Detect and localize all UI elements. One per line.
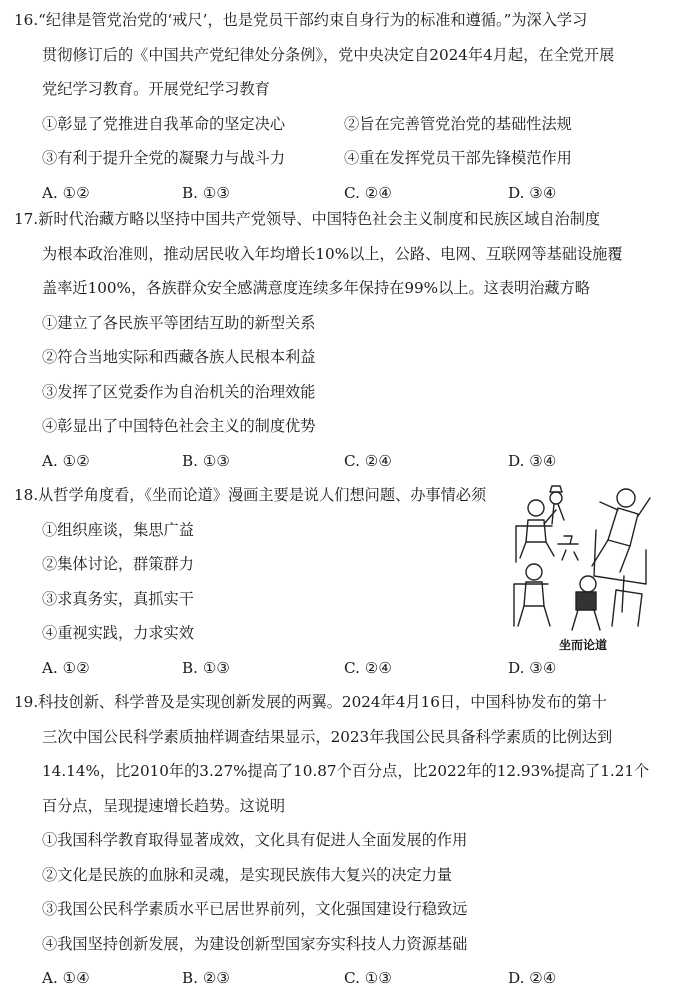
question-stem-line: 14.14%，比2010年的3.27%提高了10.87个百分点，比2022年的12.93%提高了1.21个 [42,762,650,780]
question-17 [14,202,684,478]
question-19 [14,685,684,996]
choice-d: D. ②④ [508,969,557,987]
option-4: ④我国坚持创新发展，为建设创新型国家夯实科技人力资源基础 [42,934,468,953]
question-stem-line: 17.新时代治藏方略以坚持中国共产党领导、中国特色社会主义制度和民族区域自治制度 [14,210,601,228]
question-stem-line: 16.“纪律是管党治党的‘戒尺’，也是党员干部约束自身行为的标准和遵循。”为深入学习 [14,11,588,29]
cartoon-caption: 坐而论道 [558,638,607,652]
choice-c: C. ②④ [344,451,392,470]
option-3: ③发挥了区党委作为自治机关的治理效能 [42,382,316,401]
option-4: ④重视实践，力求实效 [42,624,194,642]
question-16 [14,3,684,210]
question-stem-line: 党纪学习教育。开展党纪学习教育 [42,80,270,98]
option-4: ④彰显出了中国特色社会主义的制度优势 [42,417,316,435]
choice-d: D. ③④ [508,658,557,677]
cartoon-illustration [508,480,658,655]
option-1: ①彰显了党推进自我革命的坚定决心 [42,114,285,133]
option-2: ②集体讨论，群策群力 [42,555,194,573]
choice-d: D. ③④ [508,451,557,470]
option-1: ①建立了各民族平等团结互助的新型关系 [42,313,316,332]
option-2: ②文化是民族的血脉和灵魂，是实现民族伟大复兴的决定力量 [42,865,453,884]
option-3: ③求真务实，真抓实干 [42,589,194,608]
answer-choices [14,651,684,686]
option-row [14,141,684,176]
question-stem-line: 百分点，呈现提速增长趋势。这说明 [42,796,285,815]
choice-b: B. ②③ [182,969,231,987]
option-row [14,107,684,142]
option-3: ③我国公民科学素质水平已居世界前列，文化强国建设行稳致远 [42,900,468,918]
question-stem-line: 为根本政治准则，推动居民收入年均增长10%以上，公路、电网、互联网等基础设施覆 [42,244,623,263]
question-stem-line: 18.从哲学角度看，《坐而论道》漫画主要是说人们想问题、办事情必须 [14,486,487,504]
option-4: ④重在发挥党员干部先锋模范作用 [344,149,572,167]
choice-a: A. ①② [42,183,90,202]
choice-c: C. ②④ [344,183,392,202]
question-stem-line: 盖率近100%，各族群众安全感满意度连续多年保持在99%以上。这表明治藏方略 [42,279,590,297]
answer-choices [14,444,684,479]
answer-choices [14,961,684,996]
option-2: ②符合当地实际和西藏各族人民根本利益 [42,348,316,366]
choice-b: B. ①③ [182,451,231,470]
option-2: ②旨在完善管党治党的基础性法规 [344,114,572,133]
choice-a: A. ①② [42,658,90,677]
question-stem-line: 19.科技创新、科学普及是实现创新发展的两翼。2024年4月16日，中国科协发布的第十 [14,693,607,711]
choice-a: A. ①② [42,451,90,470]
people-sitting-discussing-icon [508,480,658,635]
choice-a: A. ①④ [42,969,90,987]
choice-c: C. ②④ [344,658,392,677]
option-1: ①组织座谈，集思广益 [42,520,194,539]
option-3: ③有利于提升全党的凝聚力与战斗力 [42,149,285,167]
question-stem-line: 贯彻修订后的《中国共产党纪律处分条例》，党中央决定自2024年4月起，在全党开展 [42,45,615,64]
choice-c: C. ①③ [344,969,392,987]
question-stem-line: 三次中国公民科学素质抽样调查结果显示，2023年我国公民具备科学素质的比例达到 [42,727,613,746]
option-1: ①我国科学教育取得显著成效，文化具有促进人全面发展的作用 [42,831,468,849]
choice-b: B. ①③ [182,183,231,202]
choice-b: B. ①③ [182,658,231,677]
choice-d: D. ③④ [508,183,557,202]
